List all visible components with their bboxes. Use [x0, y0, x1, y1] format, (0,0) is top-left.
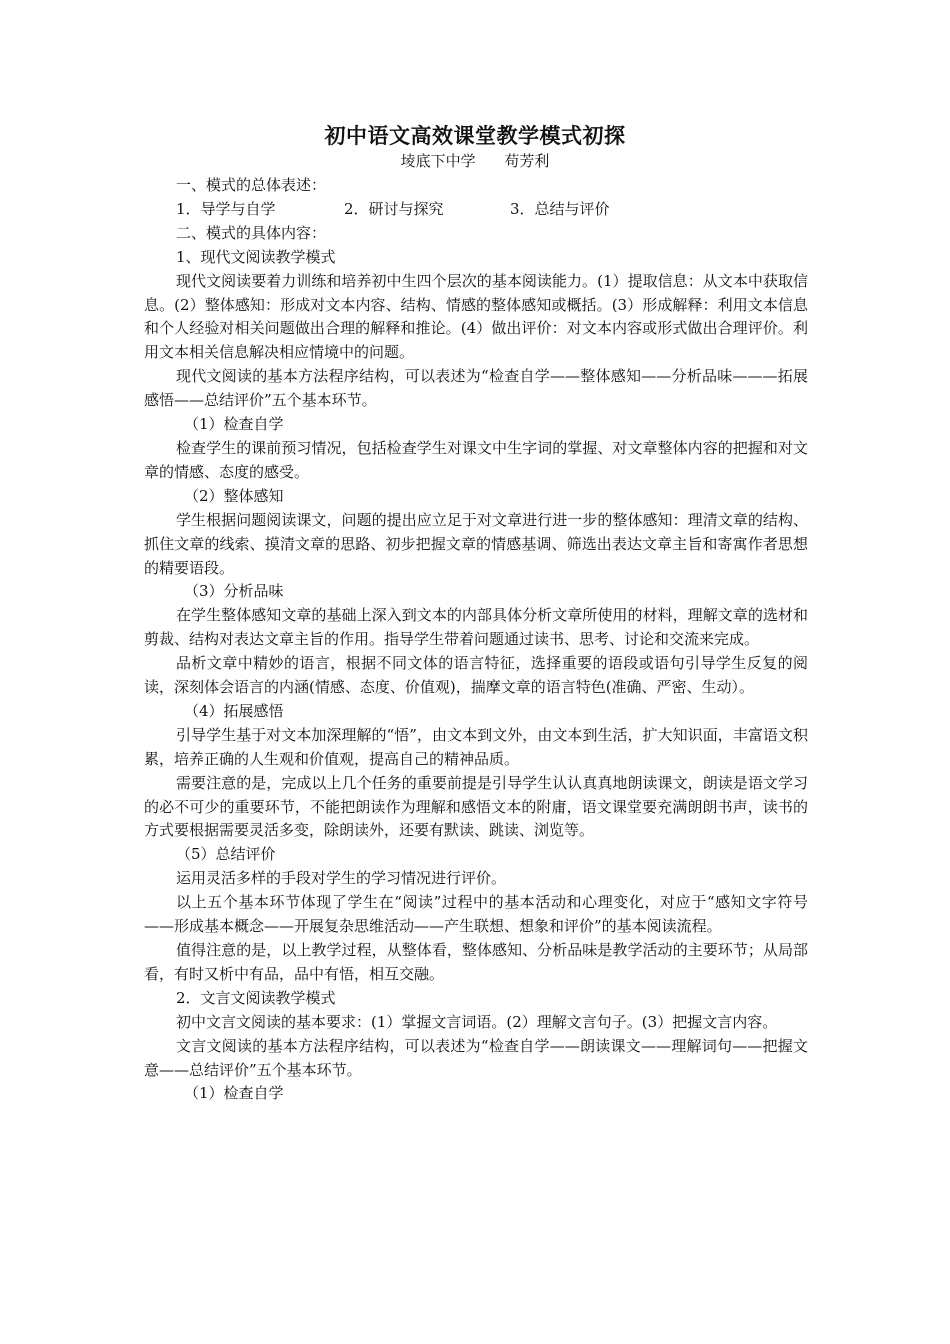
subsection-heading: 1、现代文阅读教学模式 — [176, 247, 336, 266]
step-heading: （4）拓展感悟 — [184, 701, 284, 720]
mode-goals-line — [144, 198, 808, 222]
document-title: 初中语文高效课堂教学模式初探 — [324, 123, 626, 148]
paragraph: 现代文阅读的基本方法程序结构，可以表述为“检查自学——整体感知——分析品味———拓展感悟——总结评价”五个基本环节。 — [144, 367, 808, 410]
paragraph: 在学生整体感知文章的基础上深入到文本的内部具体分析文章所使用的材料，理解文章的选材和剪裁、结构对表达文章主旨的作用。指导学生带着问题通过读书、思考、讨论和交流来完成。 — [144, 606, 808, 649]
goal-item: 3．总结与评价 — [510, 199, 610, 218]
step-heading: （2）整体感知 — [184, 486, 284, 505]
paragraph: 检查学生的课前预习情况，包括检查学生对课文中生字词的掌握、对文章整体内容的把握和对文章的情感、态度的感受。 — [144, 438, 808, 481]
paragraph: 引导学生基于对文本加深理解的“悟”，由文本到文外，由文本到生活，扩大知识面，丰富语文积累，培养正确的人生观和价值观，提高自己的精神品质。 — [144, 725, 808, 768]
goal-item: 1．导学与自学 — [176, 199, 276, 218]
step-heading: （3）分析品味 — [184, 582, 284, 601]
subsection-heading: 2．文言文阅读教学模式 — [176, 988, 336, 1007]
paragraph: 初中文言文阅读的基本要求：(1）掌握文言词语。(2）理解文言句子。(3）把握文言内容。 — [176, 1012, 778, 1031]
paragraph: 现代文阅读要着力训练和培养初中生四个层次的基本阅读能力。(1）提取信息：从文本中获取信息。(2）整体感知：形成对文本内容、结构、情感的整体感知或概括。(3）形成解释：利用文本信息和个人经验对相关问题做出合理的解释和推论。(4）做出评价：对文本内容或形式做出合理评价。利用文本相关信息解决相应情境中的问题。 — [144, 271, 808, 362]
paragraph: 需要注意的是，完成以上几个任务的重要前提是引导学生认认真真地朗读课文，朗读是语文学习的必不可少的重要环节，不能把朗读作为理解和感悟文本的附庸，语文课堂要充满朗朗书声，读书的方式要根据需要灵活多变，除朗读外，还要有默读、跳读、浏览等。 — [144, 773, 808, 840]
author-line — [0, 150, 950, 171]
paragraph: 文言文阅读的基本方法程序结构，可以表述为“检查自学——朗读课文——理解词句——把握文意——总结评价”五个基本环节。 — [144, 1036, 808, 1079]
section-heading: 一、模式的总体表述： — [176, 176, 327, 194]
paragraph: 以上五个基本环节体现了学生在“阅读”过程中的基本活动和心理变化，对应于“感知文字符号——形成基本概念——开展复杂思维活动——产生联想、想象和评价”的基本阅读流程。 — [144, 893, 808, 936]
school-name: 堎底下中学 — [400, 152, 476, 170]
paragraph: 值得注意的是，以上教学过程，从整体看，整体感知、分析品味是教学活动的主要环节；从局部看，有时又析中有品，品中有悟，相互交融。 — [144, 941, 808, 983]
author-name: 苟芳利 — [504, 152, 550, 170]
paragraph: 品析文章中精妙的语言，根据不同文体的语言特征，选择重要的语段或语句引导学生反复的阅读，深刻体会语言的内涵(情感、态度、价值观)，揣摩文章的语言特色(准确、严密、生动）。 — [144, 654, 808, 697]
paragraph: 学生根据问题阅读课文，问题的提出应立足于对文章进行进一步的整体感知：理清文章的结构、抓住文章的线索、摸清文章的思路、初步把握文章的情感基调、筛选出表达文章主旨和寄寓作者思想的精要语段。 — [144, 510, 808, 577]
step-heading: （1）检查自学 — [184, 415, 284, 434]
step-heading: （5）总结评价 — [176, 845, 276, 864]
document-body — [144, 174, 808, 1106]
goal-item: 2．研讨与探究 — [344, 199, 444, 218]
paragraph: 运用灵活多样的手段对学生的学习情况进行评价。 — [176, 869, 507, 888]
section-heading: 二、模式的具体内容： — [176, 223, 327, 242]
step-heading: （1）检查自学 — [184, 1084, 284, 1103]
